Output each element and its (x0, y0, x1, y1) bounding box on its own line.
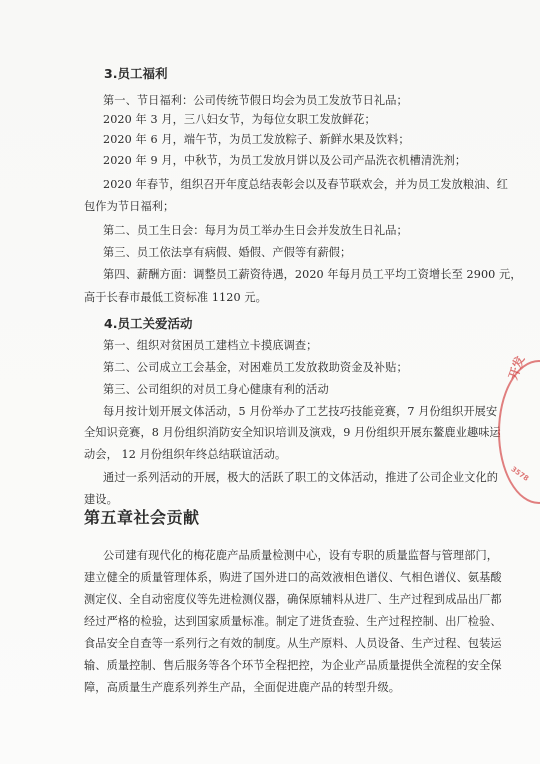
section-4-line-5: 全知识竞赛，8 月份组织消防安全知识培训及演戏，9 月份组织开展东鳌鹿业趣味运 (84, 426, 501, 439)
section-4-line-1: 第一、组织对贫困员工建档立卡摸底调查； (103, 339, 318, 352)
red-seal-stamp (498, 354, 540, 504)
chapter-5-line-3: 测定仪、全自动密度仪等先进检测仪器，确保原辅料从进厂、生产过程到成品出厂都 (84, 593, 502, 606)
chapter-5-line-2: 建立健全的质量管理体系，购进了国外进口的高效液相色谱仪、气相色谱仪、氨基酸 (84, 571, 502, 584)
section-3-title: 3.员工福利 (104, 66, 168, 81)
chapter-5-line-7: 障，高质量生产鹿系列养生产品，全面促进鹿产品的转型升级。 (84, 681, 401, 694)
section-3-line-7: 第二、员工生日会：每月为员工举办生日会并发放生日礼品； (103, 224, 408, 237)
section-4-line-3: 第三、公司组织的对员工身心健康有利的活动 (103, 383, 329, 396)
section-3-line-2: 2020 年 3 月，三八妇女节，为每位女职工发放鲜花； (103, 113, 376, 126)
section-3-line-8: 第三、员工依法享有病假、婚假、产假等有薪假； (103, 246, 352, 259)
chapter-5-line-5: 食品安全自查等一系列行之有效的制度。从生产原料、人员设备、生产过程、包装运 (84, 637, 502, 650)
stamp-code: 3578 (509, 465, 531, 483)
section-3-line-4: 2020 年 9 月，中秋节，为员工发放月饼以及公司产品洗衣机槽清洗剂； (103, 154, 467, 167)
section-3-line-1: 第一、节日福利：公司传统节假日均会为员工发放节日礼品； (103, 94, 408, 107)
chapter-5-title: 第五章社会贡献 (84, 508, 200, 527)
section-4-line-8: 建设。 (84, 493, 118, 506)
section-4-title: 4.员工关爱活动 (104, 316, 193, 331)
section-3-line-6: 包作为节日福利； (84, 200, 175, 213)
section-3-line-10: 高于长春市最低工资标准 1120 元。 (84, 291, 267, 304)
chapter-5-line-6: 输、质量控制、售后服务等各个环节全程把控，为企业产品质量提供全流程的安全保 (84, 659, 502, 672)
section-4-line-4: 每月按计划开展文体活动，5 月份举办了工艺技巧技能竞赛，7 月份组织开展安 (103, 405, 498, 418)
chapter-5-line-1: 公司建有现代化的梅花鹿产品质量检测中心，设有专职的质量监督与管理部门， (103, 549, 499, 562)
section-4-line-6: 动会， 12 月份组织年终总结联谊活动。 (84, 448, 287, 461)
stamp-text: 开发 (505, 354, 528, 382)
section-4-line-7: 通过一系列活动的开展，极大的活跃了职工的文体活动，推进了公司企业文化的 (103, 471, 499, 484)
section-3-line-9: 第四、薪酬方面：调整员工薪资待遇，2020 年每月员工平均工资增长至 2900 元， (103, 268, 522, 281)
chapter-5-line-4: 经过严格的检验，达到国家质量标准。制定了进货查验、生产过程控制、出厂检验、 (84, 615, 502, 628)
section-4-line-2: 第二、公司成立工会基金，对困难员工发放救助资金及补贴； (103, 361, 408, 374)
section-3-line-5: 2020 年春节，组织召开年度总结表彰会以及春节联欢会，并为员工发放粮油、红 (103, 178, 509, 191)
section-3-line-3: 2020 年 6 月，端午节，为员工发放粽子、新鲜水果及饮料； (103, 133, 410, 146)
